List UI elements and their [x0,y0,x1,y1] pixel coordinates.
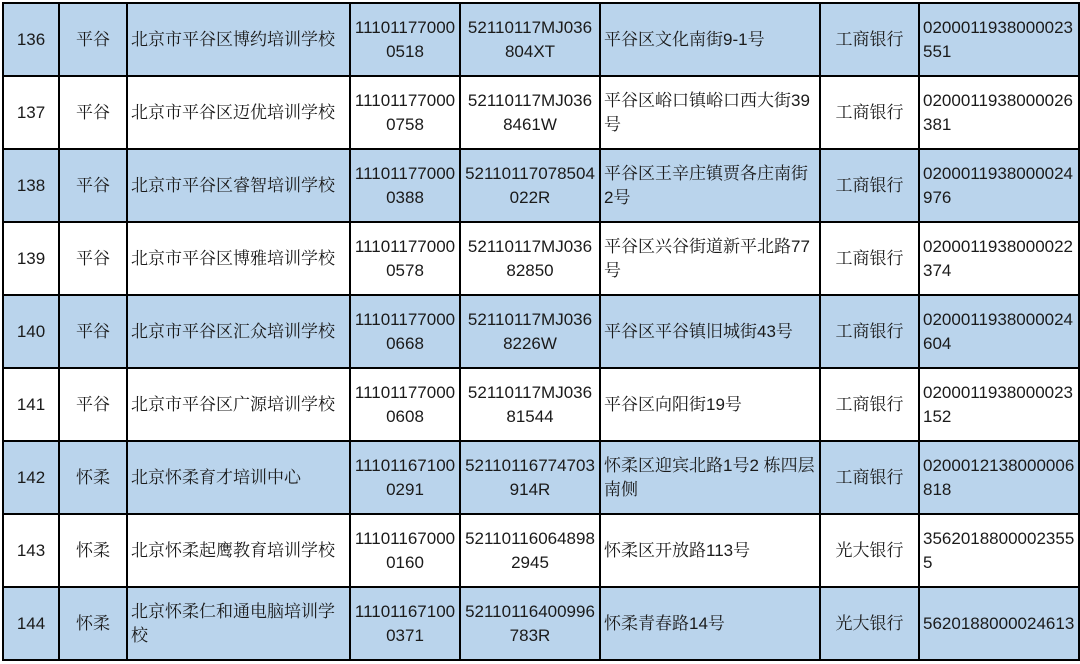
cell-address: 平谷区向阳街19号 [600,368,820,441]
cell-license-number: 111011671000291 [350,441,460,514]
cell-credit-code: 52110117078504022R [460,149,600,222]
cell-district: 平谷 [59,149,127,222]
cell-bank: 光大银行 [820,514,919,587]
cell-row-number: 140 [3,295,59,368]
cell-account-number: 5620188000024613 [919,587,1079,660]
cell-school-name: 北京市平谷区博约培训学校 [127,3,350,76]
cell-district: 平谷 [59,222,127,295]
cell-license-number: 111011770000578 [350,222,460,295]
cell-school-name: 北京市平谷区汇众培训学校 [127,295,350,368]
cell-account-number: 0200011938000023551 [919,3,1079,76]
cell-address: 怀柔区开放路113号 [600,514,820,587]
cell-row-number: 141 [3,368,59,441]
cell-credit-code: 52110117MJ03682850 [460,222,600,295]
cell-row-number: 143 [3,514,59,587]
cell-bank: 光大银行 [820,587,919,660]
cell-license-number: 111011670000160 [350,514,460,587]
table-row [3,441,1079,514]
cell-school-name: 北京市平谷区迈优培训学校 [127,76,350,149]
cell-address: 怀柔区迎宾北路1号2 栋四层南侧 [600,441,820,514]
cell-district: 平谷 [59,3,127,76]
cell-license-number: 111011671000371 [350,587,460,660]
cell-license-number: 111011770000608 [350,368,460,441]
cell-account-number: 0200012138000006818 [919,441,1079,514]
cell-license-number: 111011770000758 [350,76,460,149]
cell-credit-code: 52110117MJ036804XT [460,3,600,76]
cell-credit-code: 52110116774703914R [460,441,600,514]
cell-row-number: 138 [3,149,59,222]
cell-school-name: 北京市平谷区睿智培训学校 [127,149,350,222]
cell-district: 怀柔 [59,514,127,587]
table-row [3,149,1079,222]
cell-district: 平谷 [59,295,127,368]
cell-credit-code: 52110116400996783R [460,587,600,660]
cell-school-name: 北京市平谷区广源培训学校 [127,368,350,441]
cell-bank: 工商银行 [820,3,919,76]
cell-school-name: 北京怀柔育才培训中心 [127,441,350,514]
cell-address: 平谷区王辛庄镇贾各庄南街2号 [600,149,820,222]
cell-row-number: 139 [3,222,59,295]
cell-bank: 工商银行 [820,441,919,514]
cell-license-number: 111011770000668 [350,295,460,368]
cell-row-number: 137 [3,76,59,149]
cell-district: 平谷 [59,76,127,149]
table-row [3,514,1079,587]
cell-license-number: 111011770000388 [350,149,460,222]
cell-address: 平谷区峪口镇峪口西大街39号 [600,76,820,149]
cell-row-number: 142 [3,441,59,514]
table-row [3,587,1079,660]
cell-district: 怀柔 [59,587,127,660]
cell-school-name: 北京怀柔仁和通电脑培训学校 [127,587,350,660]
cell-credit-code: 52110117MJ0368226W [460,295,600,368]
cell-bank: 工商银行 [820,76,919,149]
cell-address: 平谷区兴谷街道新平北路77号 [600,222,820,295]
cell-license-number: 111011770000518 [350,3,460,76]
cell-bank: 工商银行 [820,149,919,222]
cell-district: 平谷 [59,368,127,441]
table-row [3,295,1079,368]
cell-school-name: 北京市平谷区博雅培训学校 [127,222,350,295]
cell-account-number: 0200011938000024604 [919,295,1079,368]
cell-credit-code: 52110117MJ0368461W [460,76,600,149]
table-row [3,76,1079,149]
cell-district: 怀柔 [59,441,127,514]
cell-account-number: 35620188000023555 [919,514,1079,587]
registry-table [2,2,1080,661]
table-row [3,222,1079,295]
cell-address: 平谷区文化南街9-1号 [600,3,820,76]
cell-account-number: 0200011938000022374 [919,222,1079,295]
table-row [3,368,1079,441]
cell-account-number: 0200011938000026381 [919,76,1079,149]
cell-account-number: 0200011938000023152 [919,368,1079,441]
cell-row-number: 136 [3,3,59,76]
cell-bank: 工商银行 [820,222,919,295]
cell-credit-code: 521101160648982945 [460,514,600,587]
cell-bank: 工商银行 [820,295,919,368]
cell-bank: 工商银行 [820,368,919,441]
cell-address: 平谷区平谷镇旧城街43号 [600,295,820,368]
cell-school-name: 北京怀柔起鹰教育培训学校 [127,514,350,587]
cell-address: 怀柔青春路14号 [600,587,820,660]
cell-row-number: 144 [3,587,59,660]
cell-account-number: 0200011938000024976 [919,149,1079,222]
cell-credit-code: 52110117MJ03681544 [460,368,600,441]
table-row [3,3,1079,76]
